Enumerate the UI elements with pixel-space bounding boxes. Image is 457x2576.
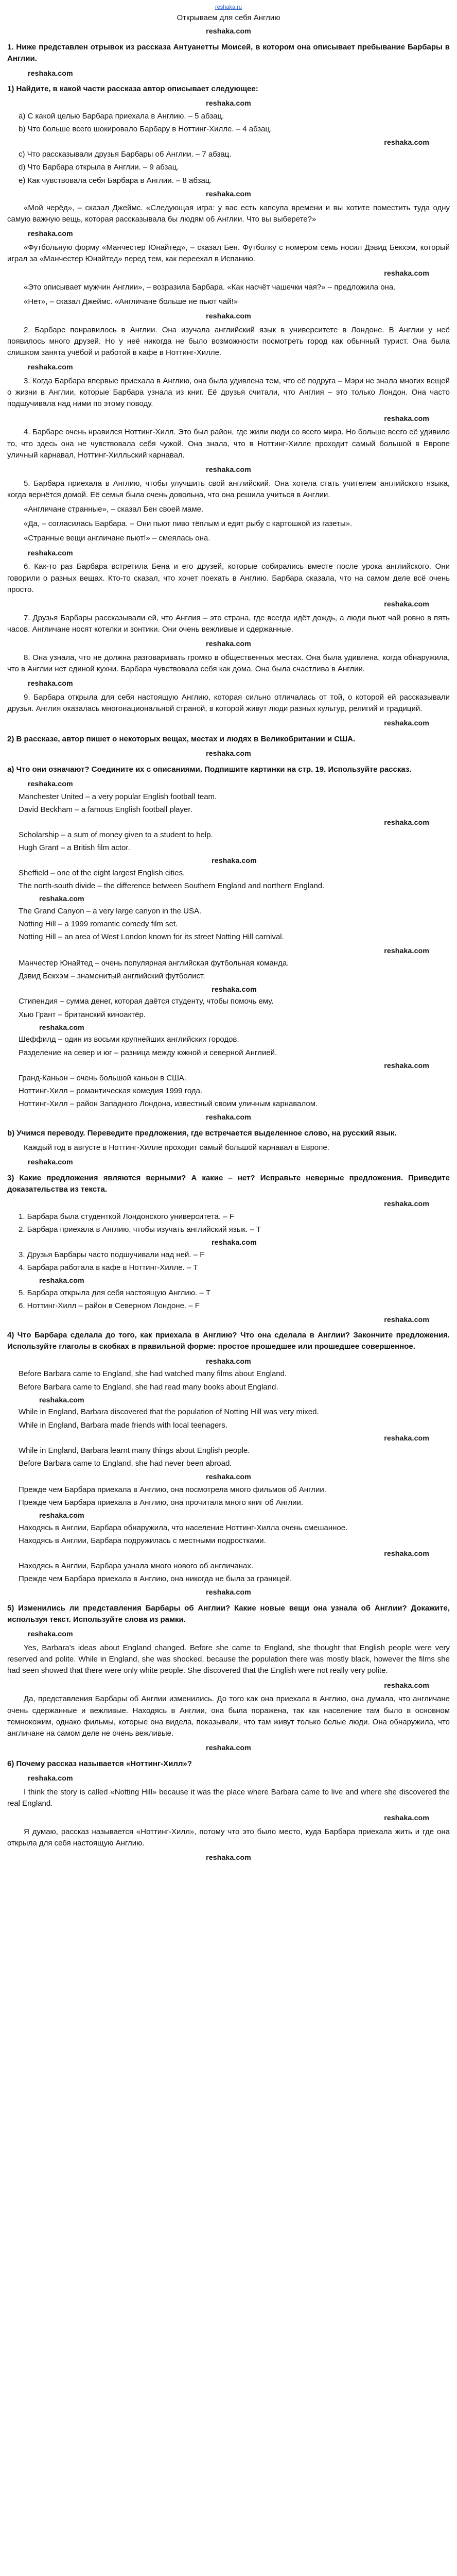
watermark: reshaka.com <box>384 1199 429 1208</box>
task-4-items <box>19 1368 450 1469</box>
list-item: b) Что больше всего шокировало Барбару в Ноттинг-Хилле. – 4 абзац. <box>19 125 272 134</box>
list-item: 1. Барбара была студенткой Лондонского университета. – F <box>19 1212 234 1222</box>
list-item: Прежде чем Барбара приехала в Англию, она посмотрела много фильмов об Англии. <box>19 1485 326 1494</box>
task-1-header: 1. Ниже представлен отрывок из рассказа Антуанетты Моисей, в котором она описывает пребывание Барбары в Англии. <box>7 43 450 63</box>
task-3-items <box>19 1211 450 1312</box>
story-paragraph: 4. Барбаре очень нравился Ноттинг-Хилл. Это был район, где жили люди со всего мира. Но больше всего её удивило то, что здесь она не чувствовала себя чужой. Она знала, что в Ноттинг-Хилле проходит самый большой в Европе уличный карнавал, Ноттинг-Хилльский карнавал. <box>7 428 450 460</box>
watermark: reshaka.com <box>212 856 257 865</box>
watermark: reshaka.com <box>206 465 251 473</box>
watermark: reshaka.com <box>28 779 73 788</box>
list-item: Before Barbara came to England, she had watched many films about England. <box>19 1369 287 1379</box>
list-item: Разделение на север и юг – разница между южной и северной Англией. <box>19 1048 277 1057</box>
watermark: reshaka.com <box>39 1395 84 1404</box>
story-paragraph: «Англичане странные», – сказал Бен своей маме. <box>24 505 204 514</box>
task-2-b: b) Учимся переводу. Переведите предложения, где встречается выделенное слово, на русский язык. <box>7 1128 397 1138</box>
story-paragraph: 3. Когда Барбара впервые приехала в Англию, она была удивлена тем, что её подруга – Мэри не знала многих вещей о жизни в Англии, которые Барбара узнала из книг. Её друзья считали, что Англия – это только Лондон. Она часто подшучивала над ними по этому поводу. <box>7 377 450 409</box>
watermark: reshaka.com <box>212 985 257 993</box>
story-paragraph: 6. Как-то раз Барбара встретила Бена и его друзей, которые собирались вместе после урока английского. Они говорили о разных вещах. Кто-то сказал, что хочет поехать в Англию. Барбара сказала, что на самом деле всё очень просто. <box>7 562 450 594</box>
list-item: а) С какой целью Барбара приехала в Англию. – 5 абзац. <box>19 112 224 121</box>
watermark: reshaka.com <box>384 269 429 278</box>
list-item: Прежде чем Барбара приехала в Англию, она никогда не была за границей. <box>19 1574 292 1584</box>
task-6-header: 6) Почему рассказ называется «Ноттинг-Хилл»? <box>7 1759 192 1768</box>
list-item: 3. Друзья Барбары часто подшучивали над ней. – F <box>19 1250 205 1260</box>
list-item: While in England, Barbara learnt many things about English people. <box>19 1446 250 1455</box>
list-item: Дэвид Бекхэм – знаменитый английский футболист. <box>19 972 205 981</box>
watermark: reshaka.com <box>206 1743 251 1752</box>
list-item: While in England, Barbara discovered that the population of Notting Hill was very mixed. <box>19 1408 319 1417</box>
watermark: reshaka.com <box>28 1773 73 1782</box>
list-item: с) Что рассказывали друзья Барбары об Англии. – 7 абзац. <box>19 150 232 159</box>
list-item: Manchester United – a very popular English football team. <box>19 792 217 801</box>
story-paragraph: «Это описывает мужчин Англии», – возразила Барбара. «Как насчёт чашечки чая?» – предложила она. <box>24 282 396 292</box>
page <box>7 0 450 1863</box>
story-paragraph: «Нет», – сказал Джеймс. «Англичане больше не пьют чай!» <box>24 297 238 306</box>
watermark: reshaka.com <box>28 548 73 557</box>
story-paragraph: 5. Барбара приехала в Англию, чтобы улучшить свой английский. Она хотела стать учителем английского языка, когда вернётся домой. Её семья была очень довольна, что она решила учиться в Англии. <box>7 479 450 499</box>
list-item: Стипендия – сумма денег, которая даётся студенту, чтобы помочь ему. <box>19 997 274 1006</box>
watermark: reshaka.com <box>384 1433 429 1442</box>
story-paragraph: «Да, – согласилась Барбара. – Они пьют пиво тёплым и едят рыбу с картошкой из газеты». <box>24 519 353 529</box>
watermark: reshaka.com <box>206 639 251 648</box>
task-4-header: 4) Что Барбара сделала до того, как приехала в Англию? Что она сделала в Англии? Закончите предложения. Используйте глаголы в скобках в правильной форме: простое прошедшее или прошедшее совершенное. <box>7 1331 450 1351</box>
story-paragraph: 9. Барбара открыла для себя настоящую Англию, которая сильно отличалась от той, о которой ей рассказывали друзья. Англия оказалась многонациональной страной, в которой живут люди разных культур, религий и традиций. <box>7 692 450 713</box>
story-paragraph: «Странные вещи англичане пьют!» – смеялась она. <box>24 534 210 543</box>
list-item: е) Как чувствовала себя Барбара в Англии. – 8 абзац. <box>19 176 212 185</box>
list-item: Before Barbara came to England, she had read many books about England. <box>19 1382 278 1392</box>
watermark: reshaka.com <box>384 138 429 146</box>
site-link[interactable]: reshaka.ru <box>215 4 242 10</box>
list-item: d) Что Барбара открыла в Англии. – 9 абзац. <box>19 163 179 172</box>
watermark: reshaka.com <box>39 894 84 903</box>
task-2-b-answer: Каждый год в августе в Ноттинг-Хилле проходит самый большой карнавал в Европе. <box>24 1143 329 1153</box>
watermark: reshaka.com <box>28 69 73 77</box>
list-item: Before Barbara came to England, she had never been abroad. <box>19 1459 232 1468</box>
list-item: Находясь в Англии, Барбара узнала много нового об англичанах. <box>19 1561 253 1570</box>
list-item: Ноттинг-Хилл – район Западного Лондона, известный своим уличным карнавалом. <box>19 1099 318 1108</box>
list-item: Гранд-Каньон – очень большой каньон в США. <box>19 1073 187 1082</box>
story-paragraph: «Мой черёд», – сказал Джеймс. «Следующая игра: у вас есть капсула времени и вы хотите поместить туда одну самую важную вещь, которая рассказывала бы людям об Англии. Что вы выберете?» <box>7 203 450 224</box>
watermark: reshaka.com <box>206 27 251 36</box>
list-item: Notting Hill – a 1999 romantic comedy film set. <box>19 920 178 929</box>
list-item: David Beckham – a famous English football player. <box>19 805 192 814</box>
task-6-answer-ru: Я думаю, рассказ называется «Ноттинг-Хилл», потому что это было место, куда Барбара приехала жить и где она открыла для себя настоящую Англию. <box>7 1827 450 1848</box>
list-item: Ноттинг-Хилл – романтическая комедия 1999 года. <box>19 1086 203 1095</box>
watermark: reshaka.com <box>384 1549 429 1558</box>
watermark: reshaka.com <box>384 946 429 955</box>
task-2-ru-lines <box>19 958 450 1110</box>
list-item: While in England, Barbara made friends with local teenagers. <box>19 1420 228 1430</box>
list-item: Scholarship – a sum of money given to a student to help. <box>19 830 213 839</box>
watermark: reshaka.com <box>206 312 251 320</box>
list-item: Шеффилд – один из восьми крупнейших английских городов. <box>19 1035 239 1044</box>
task-3-header: 3) Какие предложения являются верными? А какие – нет? Исправьте неверные предложения. Приведите доказательства из текста. <box>7 1173 450 1194</box>
watermark: reshaka.com <box>28 229 73 238</box>
page-title: Откpываем для себя Англию <box>177 13 280 23</box>
watermark: reshaka.com <box>28 363 73 371</box>
task-2-a: а) Что они означают? Соедините их с описаниями. Подпишите картинки на стр. 19. Используйте рассказ. <box>7 765 412 774</box>
list-item: The north-south divide – the difference between Southern England and northern England. <box>19 882 325 891</box>
watermark: reshaka.com <box>206 99 251 108</box>
watermark: reshaka.com <box>206 749 251 758</box>
watermark: reshaka.com <box>206 1113 251 1122</box>
list-item: Прежде чем Барбара приехала в Англию, она прочитала много книг об Англии. <box>19 1498 304 1507</box>
list-item: Sheffield – one of the eight largest English cities. <box>19 868 185 877</box>
watermark: reshaka.com <box>206 1853 251 1862</box>
story-paragraph: 7. Друзья Барбары рассказывали ей, что Англия – это страна, где всегда идёт дождь, а люди пьют чай ровно в пять часов. Англичане носят котелки и зонтики. Они очень вежливые и сдержанные. <box>7 613 450 634</box>
watermark: reshaka.com <box>28 1158 73 1166</box>
story-paragraph: 2. Барбаре понравилось в Англии. Она изучала английский язык в университете в Лондоне. В Англии у неё появилось много друзей. Но у неё никогда не было возможности посмотреть город как обычный турист. Она была слишком занята учёбой и работой в кафе в Ноттинг-Хилле. <box>7 325 450 358</box>
task-5-answer-en: Yes, Barbara's ideas about England changed. Before she came to England, she thought that English people were very reserved and polite. While in England, she was shocked, because the population there was mostly black, however the films she had seen showed that there were only white people. She discovered that the English were not really very polite. <box>7 1643 450 1675</box>
watermark: reshaka.com <box>39 1276 84 1285</box>
watermark: reshaka.com <box>206 1588 251 1597</box>
task-5-answer-ru: Да, представления Барбары об Англии изменились. До того как она приехала в Англию, она думала, что англичане очень сдержанные и вежливые. Находясь в Англии, она была поражена, так как население там было в основном темнокожим, однако фильмы, которые она видела, показывали, что там живут только белые люди. Она обнаружила, что англичане на самом деле не очень вежливые. <box>7 1694 450 1738</box>
watermark: reshaka.com <box>212 1238 257 1247</box>
list-item: Hugh Grant – a British film actor. <box>19 843 130 852</box>
list-item: 6. Ноттинг-Хилл – район в Северном Лондоне. – F <box>19 1301 200 1311</box>
story-paragraph: «Футбольную форму «Манчестер Юнайтед», – сказал Бен. Футболку с номером семь носил Дэвид Бекхэм, который играл за «Манчестер Юнайтед» перед тем, как переехал в Испанию. <box>7 243 450 263</box>
watermark: reshaka.com <box>384 599 429 608</box>
watermark: reshaka.com <box>39 1511 84 1520</box>
watermark: reshaka.com <box>384 1681 429 1689</box>
task-4-ru <box>19 1484 450 1585</box>
watermark: reshaka.com <box>384 1315 429 1324</box>
list-item: 5. Барбара открыла для себя настоящую Англию. – T <box>19 1289 211 1298</box>
task-5-header: 5) Изменились ли представления Барбары об Англии? Какие новые вещи она узнала об Англии? Докажите, используя текст. Используйте слова из рамки. <box>7 1603 450 1624</box>
list-item: The Grand Canyon – a very large canyon in the USA. <box>19 906 202 916</box>
list-item: 4. Барбара работала в кафе в Ноттинг-Хилле. – T <box>19 1263 198 1273</box>
task-1-q1: 1) Найдите, в какой части рассказа автор описывает следующее: <box>7 84 258 94</box>
task-1-items <box>19 111 450 187</box>
watermark: reshaka.com <box>39 1023 84 1031</box>
task-6-answer-en: I think the story is called «Notting Hill» because it was the place where Barbara came to live and where she discovered the real England. <box>7 1787 450 1808</box>
watermark: reshaka.com <box>384 1814 429 1822</box>
story-paragraph: 8. Она узнала, что не должна разговаривать громко в общественных местах. Она была удивлена, когда обнаружила, что в Англии нет единой кухни. Барбара чувствовала себя как дома. Она была счастлива в Англии. <box>7 653 450 673</box>
watermark: reshaka.com <box>28 1630 73 1638</box>
task-2-header: 2) В рассказе, автор пишет о некоторых вещах, местах и людях в Великобритании и США. <box>7 734 356 743</box>
watermark: reshaka.com <box>384 818 429 827</box>
watermark: reshaka.com <box>206 189 251 198</box>
list-item: Находясь в Англии, Барбара подружилась с местными подростками. <box>19 1536 266 1545</box>
task-2-pairs <box>19 791 450 943</box>
watermark: reshaka.com <box>28 679 73 688</box>
list-item: 2. Барбара приехала в Англию, чтобы изучать английский язык. – T <box>19 1225 261 1234</box>
list-item: Манчестер Юнайтед – очень популярная английская футбольная команда. <box>19 959 289 968</box>
list-item: Находясь в Англии, Барбара обнаружила, что население Ноттинг-Хилла очень смешанное. <box>19 1523 348 1532</box>
watermark: reshaka.com <box>206 1472 251 1481</box>
watermark: reshaka.com <box>384 719 429 727</box>
list-item: Notting Hill – an area of West London known for its street Notting Hill carnival. <box>19 933 284 942</box>
watermark: reshaka.com <box>384 1061 429 1070</box>
list-item: Хью Грант – британский киноактёр. <box>19 1010 146 1019</box>
watermark: reshaka.com <box>384 414 429 422</box>
watermark: reshaka.com <box>206 1357 251 1365</box>
